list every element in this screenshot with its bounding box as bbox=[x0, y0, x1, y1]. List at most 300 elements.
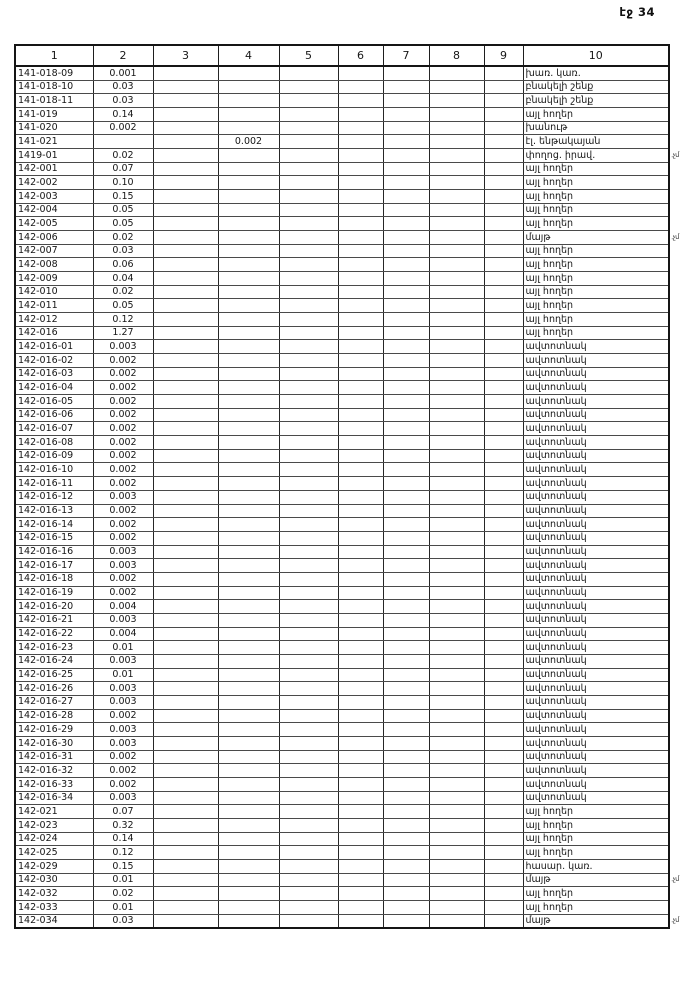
cell-empty bbox=[153, 449, 218, 463]
table-row bbox=[15, 641, 669, 655]
cell-empty bbox=[153, 408, 218, 422]
cell-parcel-code: 142-034 bbox=[15, 914, 93, 928]
cell-area-value bbox=[93, 135, 153, 149]
cell-empty bbox=[153, 367, 218, 381]
cell-empty bbox=[429, 887, 484, 901]
cell-area-value-col4 bbox=[218, 777, 279, 791]
cell-empty bbox=[383, 832, 429, 846]
cell-area-value: 0.002 bbox=[93, 449, 153, 463]
cell-empty bbox=[338, 231, 383, 245]
cell-area-value: 0.002 bbox=[93, 504, 153, 518]
cell-empty bbox=[484, 668, 523, 682]
cell-empty bbox=[383, 490, 429, 504]
cell-empty bbox=[279, 108, 338, 122]
cell-empty bbox=[338, 463, 383, 477]
cell-empty bbox=[338, 777, 383, 791]
cell-area-value: 0.003 bbox=[93, 791, 153, 805]
cell-empty bbox=[338, 176, 383, 190]
cell-empty bbox=[338, 900, 383, 914]
cell-empty bbox=[429, 709, 484, 723]
cell-empty bbox=[338, 258, 383, 272]
cell-empty bbox=[153, 873, 218, 887]
cell-empty bbox=[484, 613, 523, 627]
cell-empty bbox=[383, 326, 429, 340]
cell-empty bbox=[484, 258, 523, 272]
cell-empty bbox=[338, 600, 383, 614]
cell-area-value: 0.12 bbox=[93, 846, 153, 860]
cell-empty bbox=[383, 299, 429, 313]
cell-empty bbox=[429, 299, 484, 313]
cell-empty bbox=[429, 231, 484, 245]
table-row bbox=[15, 66, 669, 80]
cell-empty bbox=[484, 777, 523, 791]
table-row bbox=[15, 422, 669, 436]
cell-empty bbox=[338, 135, 383, 149]
cell-empty bbox=[279, 135, 338, 149]
cell-empty bbox=[279, 518, 338, 532]
cell-empty bbox=[429, 149, 484, 163]
cell-empty bbox=[484, 121, 523, 135]
cell-land-use: այլ հողեր bbox=[523, 272, 669, 286]
cell-empty bbox=[383, 422, 429, 436]
cell-empty bbox=[383, 654, 429, 668]
cell-empty bbox=[429, 641, 484, 655]
cell-empty bbox=[383, 914, 429, 928]
cell-empty bbox=[484, 66, 523, 80]
table-row bbox=[15, 887, 669, 901]
cell-empty bbox=[429, 914, 484, 928]
cell-empty bbox=[484, 463, 523, 477]
cell-empty bbox=[429, 859, 484, 873]
table-row bbox=[15, 600, 669, 614]
cell-empty bbox=[383, 272, 429, 286]
cell-empty bbox=[383, 203, 429, 217]
cell-area-value: 0.002 bbox=[93, 709, 153, 723]
cell-parcel-code: 142-016-14 bbox=[15, 518, 93, 532]
cell-land-use: այլ հողեր bbox=[523, 299, 669, 313]
cell-empty bbox=[153, 490, 218, 504]
cell-land-use: այլ հողեր bbox=[523, 846, 669, 860]
table-row bbox=[15, 258, 669, 272]
cell-empty bbox=[383, 805, 429, 819]
cell-empty bbox=[429, 354, 484, 368]
cell-empty bbox=[338, 518, 383, 532]
column-header: 7 bbox=[383, 45, 429, 66]
column-header: 6 bbox=[338, 45, 383, 66]
cell-area-value-col4 bbox=[218, 190, 279, 204]
cell-land-use: այլ հողեր bbox=[523, 818, 669, 832]
cell-empty bbox=[484, 832, 523, 846]
cell-empty bbox=[279, 176, 338, 190]
cell-empty bbox=[279, 149, 338, 163]
cell-empty bbox=[484, 914, 523, 928]
table-row bbox=[15, 654, 669, 668]
cell-area-value-col4 bbox=[218, 121, 279, 135]
cell-area-value-col4 bbox=[218, 518, 279, 532]
column-header: 8 bbox=[429, 45, 484, 66]
cell-empty bbox=[153, 654, 218, 668]
cell-parcel-code: 142-016-26 bbox=[15, 682, 93, 696]
cell-area-value: 0.002 bbox=[93, 572, 153, 586]
cell-empty bbox=[279, 627, 338, 641]
cell-empty bbox=[429, 518, 484, 532]
table-row bbox=[15, 668, 669, 682]
cell-empty bbox=[484, 572, 523, 586]
cell-area-value: 0.15 bbox=[93, 190, 153, 204]
table-row bbox=[15, 873, 669, 887]
cell-empty bbox=[484, 408, 523, 422]
cell-parcel-code: 142-006 bbox=[15, 231, 93, 245]
cell-empty bbox=[484, 559, 523, 573]
cell-land-use: ավտոտնակ bbox=[523, 422, 669, 436]
cell-empty bbox=[383, 108, 429, 122]
cell-empty bbox=[279, 791, 338, 805]
cell-area-value: 0.003 bbox=[93, 545, 153, 559]
cell-land-use: այլ հողեր bbox=[523, 244, 669, 258]
cell-parcel-code: 142-016-07 bbox=[15, 422, 93, 436]
cell-empty bbox=[338, 545, 383, 559]
cell-empty bbox=[338, 108, 383, 122]
cell-area-value-col4 bbox=[218, 244, 279, 258]
cell-empty bbox=[338, 313, 383, 327]
cell-empty bbox=[429, 217, 484, 231]
table-row bbox=[15, 285, 669, 299]
cell-area-value-col4 bbox=[218, 477, 279, 491]
cell-land-use: այլ հողեր bbox=[523, 258, 669, 272]
table-row bbox=[15, 190, 669, 204]
cell-area-value-col4 bbox=[218, 285, 279, 299]
cell-empty bbox=[429, 449, 484, 463]
cell-area-value: 0.003 bbox=[93, 613, 153, 627]
cell-empty bbox=[429, 545, 484, 559]
cell-empty bbox=[279, 914, 338, 928]
cell-empty bbox=[279, 846, 338, 860]
cell-empty bbox=[484, 313, 523, 327]
cell-empty bbox=[429, 313, 484, 327]
cell-empty bbox=[429, 764, 484, 778]
table-row bbox=[15, 231, 669, 245]
cell-area-value: 0.002 bbox=[93, 777, 153, 791]
cell-empty bbox=[484, 367, 523, 381]
cell-empty bbox=[338, 873, 383, 887]
cell-empty bbox=[279, 887, 338, 901]
cell-empty bbox=[383, 176, 429, 190]
cell-empty bbox=[279, 395, 338, 409]
cell-empty bbox=[153, 395, 218, 409]
cell-land-use: ավտոտնակ bbox=[523, 586, 669, 600]
cell-empty bbox=[279, 94, 338, 108]
cell-empty bbox=[383, 723, 429, 737]
cell-area-value-col4 bbox=[218, 586, 279, 600]
cell-land-use: ավտոտնակ bbox=[523, 723, 669, 737]
cell-empty bbox=[153, 176, 218, 190]
table-row bbox=[15, 859, 669, 873]
cell-empty bbox=[338, 832, 383, 846]
cell-parcel-code: 142-001 bbox=[15, 162, 93, 176]
cell-empty bbox=[429, 695, 484, 709]
cell-empty bbox=[279, 121, 338, 135]
cell-empty bbox=[429, 326, 484, 340]
cell-empty bbox=[484, 518, 523, 532]
cell-empty bbox=[484, 873, 523, 887]
cell-empty bbox=[484, 490, 523, 504]
cell-empty bbox=[338, 791, 383, 805]
cell-area-value: 0.002 bbox=[93, 408, 153, 422]
table-row bbox=[15, 299, 669, 313]
cell-empty bbox=[383, 750, 429, 764]
cell-land-use: ավտոտնակ bbox=[523, 340, 669, 354]
table-row bbox=[15, 846, 669, 860]
column-header: 4 bbox=[218, 45, 279, 66]
table-row bbox=[15, 736, 669, 750]
cell-land-use: ավտոտնակ bbox=[523, 408, 669, 422]
cell-area-value: 0.003 bbox=[93, 736, 153, 750]
cell-empty bbox=[279, 859, 338, 873]
cell-empty bbox=[429, 66, 484, 80]
cell-land-use: ավտոտնակ bbox=[523, 354, 669, 368]
cell-empty bbox=[484, 326, 523, 340]
cell-empty bbox=[279, 258, 338, 272]
table-row bbox=[15, 490, 669, 504]
cell-empty bbox=[338, 668, 383, 682]
cell-empty bbox=[383, 668, 429, 682]
cell-land-use: ավտոտնակ bbox=[523, 518, 669, 532]
table-row bbox=[15, 695, 669, 709]
cell-empty bbox=[484, 354, 523, 368]
cell-empty bbox=[383, 504, 429, 518]
cell-parcel-code: 142-003 bbox=[15, 190, 93, 204]
table-row bbox=[15, 914, 669, 928]
cell-empty bbox=[383, 231, 429, 245]
cell-empty bbox=[279, 873, 338, 887]
cell-parcel-code: 142-016-22 bbox=[15, 627, 93, 641]
cell-empty bbox=[484, 764, 523, 778]
cell-empty bbox=[338, 326, 383, 340]
cell-empty bbox=[279, 805, 338, 819]
cell-empty bbox=[338, 449, 383, 463]
cell-area-value-col4 bbox=[218, 340, 279, 354]
cell-empty bbox=[153, 846, 218, 860]
cell-empty bbox=[279, 750, 338, 764]
cell-empty bbox=[153, 914, 218, 928]
cell-empty bbox=[383, 258, 429, 272]
cell-empty bbox=[338, 94, 383, 108]
cell-empty bbox=[153, 272, 218, 286]
cell-empty bbox=[279, 900, 338, 914]
cell-empty bbox=[338, 203, 383, 217]
cell-area-value-col4 bbox=[218, 108, 279, 122]
cell-area-value: 0.03 bbox=[93, 94, 153, 108]
cell-empty bbox=[383, 135, 429, 149]
cell-empty bbox=[338, 272, 383, 286]
cell-empty bbox=[484, 449, 523, 463]
cell-empty bbox=[484, 600, 523, 614]
cell-empty bbox=[429, 285, 484, 299]
cell-empty bbox=[484, 135, 523, 149]
table-header bbox=[15, 45, 669, 66]
cell-empty bbox=[338, 818, 383, 832]
cell-empty bbox=[383, 613, 429, 627]
cell-empty bbox=[338, 914, 383, 928]
cell-area-value-col4 bbox=[218, 381, 279, 395]
table-header-row bbox=[15, 45, 669, 66]
cell-parcel-code: 142-021 bbox=[15, 805, 93, 819]
cell-empty bbox=[429, 490, 484, 504]
cell-empty bbox=[484, 244, 523, 258]
table-row bbox=[15, 408, 669, 422]
table-row bbox=[15, 805, 669, 819]
cell-empty bbox=[153, 504, 218, 518]
cell-area-value: 0.10 bbox=[93, 176, 153, 190]
cell-empty bbox=[153, 545, 218, 559]
cell-empty bbox=[338, 627, 383, 641]
table-row bbox=[15, 559, 669, 573]
cell-area-value-col4 bbox=[218, 80, 279, 94]
cell-empty bbox=[279, 203, 338, 217]
cell-empty bbox=[484, 422, 523, 436]
table-row bbox=[15, 545, 669, 559]
cell-area-value-col4 bbox=[218, 668, 279, 682]
cell-empty bbox=[383, 764, 429, 778]
cell-area-value: 0.003 bbox=[93, 682, 153, 696]
cell-parcel-code: 142-016-27 bbox=[15, 695, 93, 709]
cell-empty bbox=[153, 340, 218, 354]
cell-parcel-code: 141-019 bbox=[15, 108, 93, 122]
cell-land-use: այլ հողեր bbox=[523, 805, 669, 819]
cell-area-value-col4 bbox=[218, 682, 279, 696]
cell-empty bbox=[153, 313, 218, 327]
cell-area-value-col4 bbox=[218, 162, 279, 176]
cell-land-use: ավտոտնակ bbox=[523, 750, 669, 764]
cell-empty bbox=[484, 531, 523, 545]
column-header: 2 bbox=[93, 45, 153, 66]
cell-empty bbox=[153, 777, 218, 791]
cell-area-value-col4 bbox=[218, 258, 279, 272]
cell-empty bbox=[279, 723, 338, 737]
cell-empty bbox=[153, 190, 218, 204]
cell-empty bbox=[383, 709, 429, 723]
cell-empty bbox=[484, 162, 523, 176]
cell-empty bbox=[338, 504, 383, 518]
table-row bbox=[15, 135, 669, 149]
cell-empty bbox=[338, 682, 383, 696]
cell-land-use: էլ. ենթակայան bbox=[523, 135, 669, 149]
cell-empty bbox=[279, 244, 338, 258]
cell-empty bbox=[153, 244, 218, 258]
cell-parcel-code: 142-033 bbox=[15, 900, 93, 914]
cell-area-value-col4 bbox=[218, 736, 279, 750]
cell-land-use: ավտոտնակ bbox=[523, 531, 669, 545]
cadastre-table bbox=[14, 44, 670, 929]
cell-empty bbox=[338, 408, 383, 422]
cell-area-value-col4 bbox=[218, 627, 279, 641]
cell-empty bbox=[383, 121, 429, 135]
cell-empty bbox=[153, 436, 218, 450]
cell-empty bbox=[279, 695, 338, 709]
cell-empty bbox=[484, 203, 523, 217]
handwritten-margin-note: .չմ bbox=[670, 232, 680, 241]
cell-empty bbox=[484, 846, 523, 860]
cell-area-value-col4 bbox=[218, 613, 279, 627]
cell-parcel-code: 142-016-05 bbox=[15, 395, 93, 409]
cell-empty bbox=[429, 422, 484, 436]
table-row bbox=[15, 709, 669, 723]
cell-empty bbox=[429, 873, 484, 887]
cell-empty bbox=[153, 354, 218, 368]
cell-area-value-col4 bbox=[218, 531, 279, 545]
cell-empty bbox=[429, 463, 484, 477]
cell-area-value-col4 bbox=[218, 231, 279, 245]
cell-parcel-code: 142-016-32 bbox=[15, 764, 93, 778]
cell-parcel-code: 141-018-11 bbox=[15, 94, 93, 108]
cell-empty bbox=[429, 162, 484, 176]
cell-parcel-code: 142-016-10 bbox=[15, 463, 93, 477]
cell-empty bbox=[383, 777, 429, 791]
cell-area-value-col4 bbox=[218, 654, 279, 668]
cell-empty bbox=[153, 900, 218, 914]
cell-area-value-col4 bbox=[218, 326, 279, 340]
cell-empty bbox=[383, 518, 429, 532]
cell-parcel-code: 142-025 bbox=[15, 846, 93, 860]
cell-parcel-code: 142-011 bbox=[15, 299, 93, 313]
table-row bbox=[15, 531, 669, 545]
table-row bbox=[15, 149, 669, 163]
cell-area-value: 0.07 bbox=[93, 805, 153, 819]
handwritten-margin-note: .չմ bbox=[670, 150, 680, 159]
cell-empty bbox=[153, 559, 218, 573]
cell-empty bbox=[383, 545, 429, 559]
cell-empty bbox=[153, 736, 218, 750]
cell-parcel-code: 142-016-04 bbox=[15, 381, 93, 395]
cell-empty bbox=[484, 900, 523, 914]
cell-empty bbox=[383, 449, 429, 463]
cell-area-value-col4 bbox=[218, 750, 279, 764]
cell-area-value-col4 bbox=[218, 545, 279, 559]
cell-parcel-code: 142-016-21 bbox=[15, 613, 93, 627]
cell-land-use: ավտոտնակ bbox=[523, 504, 669, 518]
cell-land-use: ավտոտնակ bbox=[523, 627, 669, 641]
cell-empty bbox=[153, 818, 218, 832]
cell-area-value: 0.02 bbox=[93, 149, 153, 163]
cell-empty bbox=[338, 244, 383, 258]
cell-area-value: 0.002 bbox=[93, 531, 153, 545]
cell-empty bbox=[383, 818, 429, 832]
cell-empty bbox=[279, 490, 338, 504]
cell-area-value: 0.002 bbox=[93, 586, 153, 600]
table-row bbox=[15, 518, 669, 532]
cell-area-value: 1.27 bbox=[93, 326, 153, 340]
cell-parcel-code: 142-009 bbox=[15, 272, 93, 286]
cell-empty bbox=[279, 299, 338, 313]
cell-empty bbox=[279, 832, 338, 846]
cell-area-value-col4 bbox=[218, 504, 279, 518]
cell-empty bbox=[153, 108, 218, 122]
cell-empty bbox=[338, 285, 383, 299]
cell-land-use: այլ հողեր bbox=[523, 108, 669, 122]
cell-parcel-code: 142-016-01 bbox=[15, 340, 93, 354]
cell-empty bbox=[338, 764, 383, 778]
cell-empty bbox=[153, 695, 218, 709]
cell-empty bbox=[484, 682, 523, 696]
table-row bbox=[15, 381, 669, 395]
table-row bbox=[15, 572, 669, 586]
column-header: 3 bbox=[153, 45, 218, 66]
cell-land-use: այլ հողեր bbox=[523, 285, 669, 299]
table-row bbox=[15, 108, 669, 122]
cell-empty bbox=[383, 641, 429, 655]
cell-empty bbox=[484, 736, 523, 750]
cell-area-value: 0.05 bbox=[93, 217, 153, 231]
